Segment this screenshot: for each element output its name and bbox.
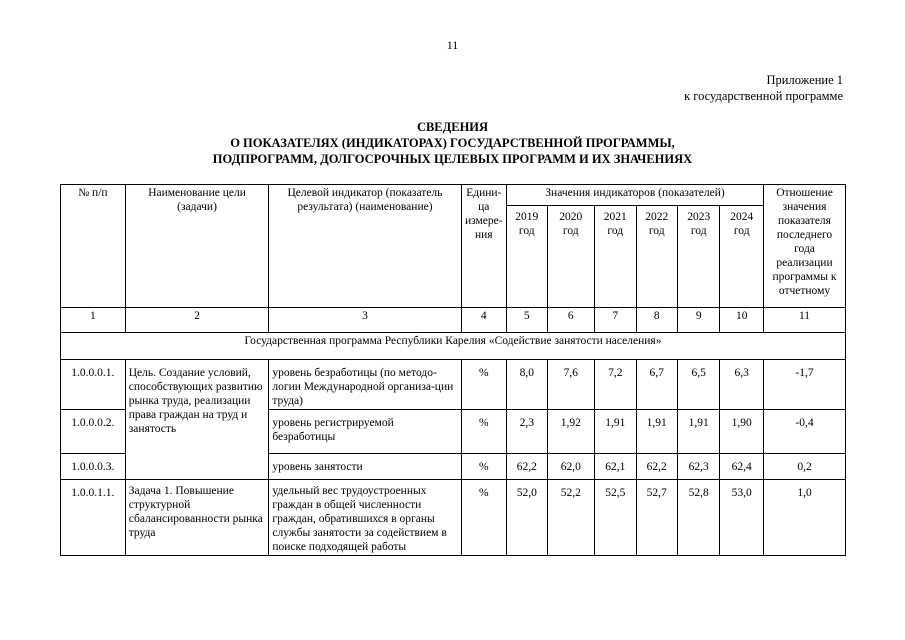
value-cell: 62,0 (547, 454, 595, 480)
row-num: 1.0.0.0.3. (61, 454, 126, 480)
column-number: 4 (461, 308, 507, 333)
value-cell: 52,7 (636, 480, 677, 556)
column-number: 6 (547, 308, 595, 333)
unit-cell: % (461, 360, 507, 410)
header-goal: Наименование цели (задачи) (125, 185, 269, 308)
value-cell: 62,4 (720, 454, 764, 480)
value-cell: 62,2 (507, 454, 547, 480)
value-cell: 62,3 (677, 454, 719, 480)
value-cell: 52,2 (547, 480, 595, 556)
value-cell: 6,5 (677, 360, 719, 410)
page-number: 11 (446, 38, 459, 52)
row-num: 1.0.0.1.1. (61, 480, 126, 556)
column-number: 11 (764, 308, 846, 333)
value-cell: 1,92 (547, 410, 595, 454)
value-cell: 62,1 (595, 454, 636, 480)
ratio-cell: 0,2 (764, 454, 846, 480)
unit-cell: % (461, 454, 507, 480)
ratio-cell: 1,0 (764, 480, 846, 556)
column-number: 3 (269, 308, 461, 333)
row-num: 1.0.0.0.1. (61, 360, 126, 410)
title-line-2: О ПОКАЗАТЕЛЯХ (ИНДИКАТОРАХ) ГОСУДАРСТВЕННОЙ ПРОГРАММЫ, (230, 136, 675, 150)
column-number-row (61, 308, 846, 333)
value-cell: 8,0 (507, 360, 547, 410)
document-title (0, 119, 905, 167)
unit-cell: % (461, 480, 507, 556)
appendix-line-1: Приложение 1 (766, 73, 843, 87)
indicator-cell: уровень безработицы (по методо-логии Международной организа-ции труда) (269, 360, 461, 410)
header-year: 2019 год (507, 206, 547, 308)
header-num: № п/п (61, 185, 126, 308)
title-line-1: СВЕДЕНИЯ (416, 120, 489, 134)
indicator-cell: уровень регистрируемой безработицы (269, 410, 461, 454)
header-year: 2020 год (547, 206, 595, 308)
indicators-table (60, 184, 846, 556)
column-number: 8 (636, 308, 677, 333)
row-num: 1.0.0.0.2. (61, 410, 126, 454)
column-number: 10 (720, 308, 764, 333)
header-year: 2022 год (636, 206, 677, 308)
value-cell: 1,90 (720, 410, 764, 454)
column-number: 2 (125, 308, 269, 333)
header-year: 2024 год (720, 206, 764, 308)
title-line-3: ПОДПРОГРАММ, ДОЛГОСРОЧНЫХ ЦЕЛЕВЫХ ПРОГРАММ И ИХ ЗНАЧЕНИЯХ (212, 152, 693, 166)
header-unit: Едини-ца измере-ния (461, 185, 507, 308)
indicator-cell: удельный вес трудоустроенных граждан в общей численности граждан, обратившихся в органы службы занятости за содействием в поиске подходящей работы (269, 480, 461, 556)
column-number: 1 (61, 308, 126, 333)
indicator-cell: уровень занятости (269, 454, 461, 480)
table-header-row (61, 185, 846, 206)
table-row (61, 360, 846, 410)
header-indicator: Целевой индикатор (показатель результата) (наименование) (269, 185, 461, 308)
value-cell: 6,3 (720, 360, 764, 410)
unit-cell: % (461, 410, 507, 454)
header-values: Значения индикаторов (показателей) (507, 185, 764, 206)
value-cell: 53,0 (720, 480, 764, 556)
header-year: 2023 год (677, 206, 719, 308)
task-cell: Задача 1. Повышение структурной сбалансированности рынка труда (125, 480, 269, 556)
appendix-note (684, 72, 843, 104)
column-number: 7 (595, 308, 636, 333)
value-cell: 1,91 (595, 410, 636, 454)
section-row (61, 333, 846, 360)
value-cell: 7,2 (595, 360, 636, 410)
value-cell: 7,6 (547, 360, 595, 410)
goal-cell: Цель. Создание условий, способствующих развитию рынка труда, реализации права граждан на труд и занятость (125, 360, 269, 480)
header-year: 2021 год (595, 206, 636, 308)
value-cell: 1,91 (636, 410, 677, 454)
ratio-cell: -1,7 (764, 360, 846, 410)
value-cell: 6,7 (636, 360, 677, 410)
value-cell: 62,2 (636, 454, 677, 480)
ratio-cell: -0,4 (764, 410, 846, 454)
value-cell: 52,0 (507, 480, 547, 556)
table-row (61, 480, 846, 556)
section-title: Государственная программа Республики Карелия «Содействие занятости населения» (61, 333, 846, 360)
value-cell: 52,5 (595, 480, 636, 556)
column-number: 9 (677, 308, 719, 333)
appendix-line-2: к государственной программе (684, 89, 843, 103)
value-cell: 1,91 (677, 410, 719, 454)
value-cell: 52,8 (677, 480, 719, 556)
value-cell: 2,3 (507, 410, 547, 454)
header-ratio: Отношение значения показателя последнего года реализации программы к отчетному (764, 185, 846, 308)
column-number: 5 (507, 308, 547, 333)
